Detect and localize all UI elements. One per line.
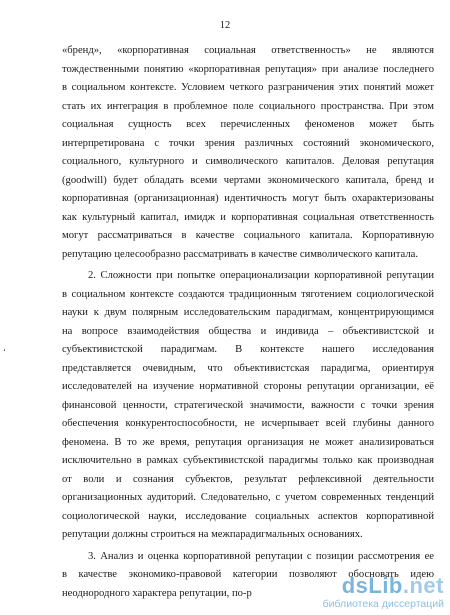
logo-suffix-text: .net <box>402 573 444 598</box>
text-line: корпоративная (организационная) идентичность могут быть охарактеризованы <box>62 193 434 204</box>
text-line: исключительно в рамках субъективистской парадигмы только как производная <box>62 455 434 466</box>
text-line: репутацию целесообразно рассматривать в качестве символического капитала. <box>62 248 418 260</box>
text-line: науки к двум полярным исследовательским парадигмам, концентрирующимся <box>62 307 434 318</box>
text-line: исследователей на изучение нормативной стороны репутации организации, её <box>62 381 434 392</box>
paragraph-2 <box>62 267 434 545</box>
text-line: стать их интеграция в проблемное поле социального пространства. При этом <box>62 100 434 112</box>
document-body <box>62 42 434 603</box>
watermark-caption: библиотека диссертаций <box>322 598 444 610</box>
dslib-watermark <box>323 574 444 611</box>
dslib-logo <box>323 574 444 598</box>
text-line: от воли и сознания субъектов, результат рефлексивной деятельности <box>62 473 434 485</box>
text-line: в социальном контексте. Условием четкого разграничения этих понятий может <box>62 82 434 93</box>
text-line: репутации должны строиться на межпарадигмальных основаниях. <box>62 529 363 540</box>
text-line: в качестве экономико-правовой категории позволяют обосновать идею <box>62 569 434 580</box>
text-line: обеспечения конкурентоспособности, не исчерпывает всей глубины данного <box>62 418 434 429</box>
text-line: финансовой ценности, стратегической значимости, важности с точки зрения <box>62 399 434 411</box>
text-line: 3. Анализ и оценка корпоративной репутации с позиции рассмотрения ее <box>88 550 434 562</box>
text-line: социальная сущность всех перечисленных феноменов может быть <box>62 119 434 130</box>
text-line: в социальном контексте создаются традиционным тяготением социологической <box>62 288 434 300</box>
text-line: социологической науки, исследование социальных аспектов корпоративной <box>62 510 434 522</box>
text-line: организационных аудиторий. Следовательно, с учетом современных тенденций <box>62 492 434 503</box>
text-line: 2. Сложности при попытке операционализации корпоративной репутации <box>88 270 434 281</box>
logo-main-text: dsLib <box>341 573 403 598</box>
text-line: интерпретирована с точки зрения различных состояний экономического, <box>62 137 434 149</box>
text-line: представляется очевидным, что объективистская парадигма, ориентируя <box>62 362 434 374</box>
margin-mark: ‘ <box>3 347 6 357</box>
text-line: неоднородного характера репутации, по-р <box>62 587 252 599</box>
page-number: 12 <box>219 20 231 31</box>
text-line: субъективистской парадигмам. В контексте нашего исследования <box>62 344 434 355</box>
text-line: феномена. В то же время, репутация организация не может анализироваться <box>62 436 434 448</box>
paragraph-1 <box>62 42 434 264</box>
text-line: как культурный капитал, имидж и корпоративная социальная ответственность <box>62 211 434 223</box>
text-line: на вопросе взаимодействия общества и индивида – объективистской и <box>62 325 434 337</box>
text-line: тождественными понятию «корпоративная репутация» при анализе последнего <box>62 63 434 75</box>
text-line: могут рассматриваться в качестве социального капитала. Корпоративную <box>62 230 434 241</box>
text-line: (goodwill) будет обладать всеми чертами экономического капитала, бренд и <box>62 174 434 186</box>
text-line: «бренд», «корпоративная социальная ответственность» не являются <box>62 45 434 56</box>
text-line: социального, культурного и символического капиталов. Деловая репутация <box>62 156 434 167</box>
